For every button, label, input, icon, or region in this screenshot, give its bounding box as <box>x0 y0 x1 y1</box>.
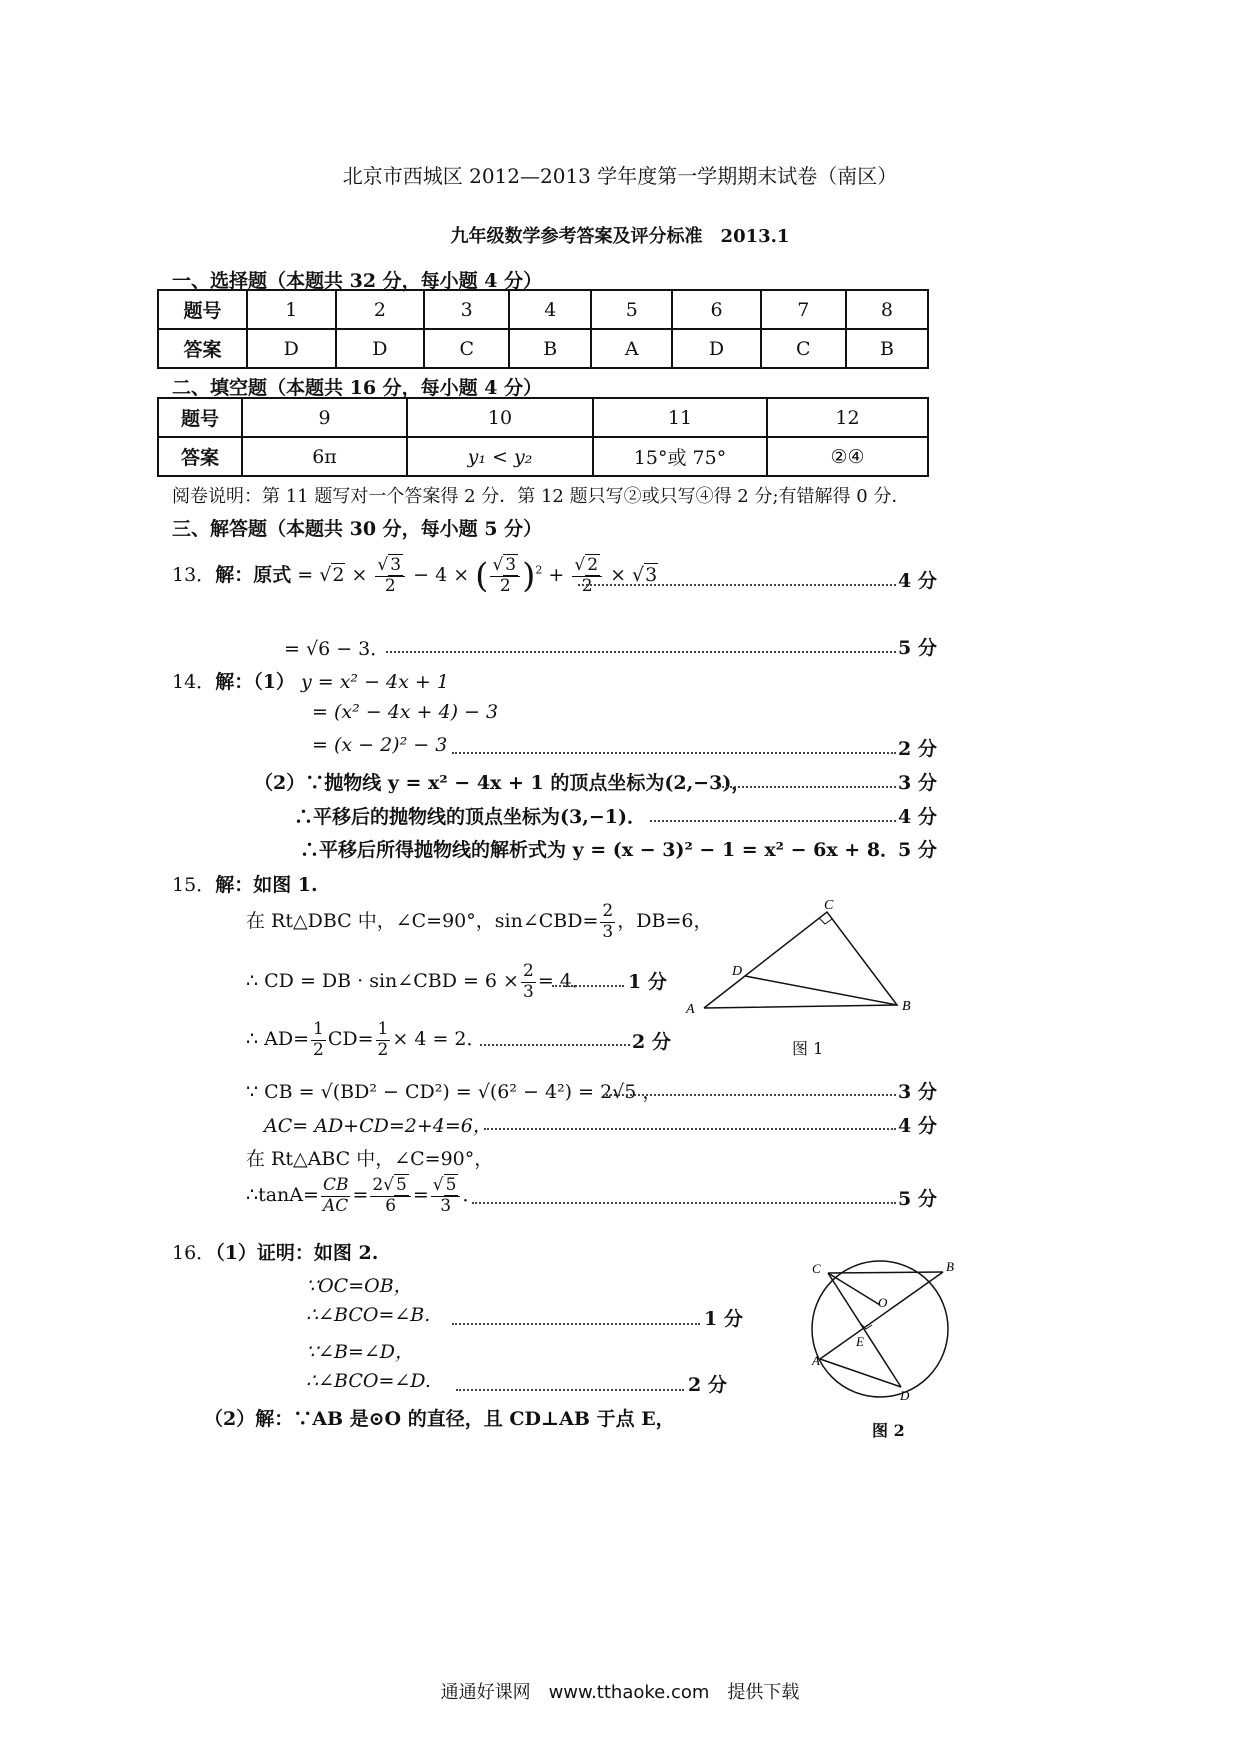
q14-line5: ∴平移后的抛物线的顶点坐标为(3,−1)． <box>294 806 646 828</box>
label-C: C <box>824 898 834 913</box>
dotted-leader <box>650 820 896 822</box>
q16-line1: ∵OC=OB， <box>306 1275 413 1297</box>
page-subtitle: 九年级数学参考答案及评分标准 2013.1 <box>450 226 790 247</box>
q15-lead: 解：如图 1. <box>215 874 318 896</box>
dotted-leader <box>484 1128 896 1130</box>
dotted-leader <box>452 752 896 754</box>
choice-answer-table <box>157 289 929 369</box>
q14-line3: = (x − 2)² − 3 <box>312 734 448 756</box>
label-A: A <box>686 1002 695 1017</box>
q15-line0 <box>172 870 318 897</box>
page-title: 北京市西城区 2012—2013 学年度第一学期期末试卷（南区） <box>342 164 898 188</box>
table-cell: 6 <box>672 290 761 329</box>
row-label-q: 题号 <box>158 290 247 329</box>
q15-text: = <box>352 1184 369 1207</box>
dotted-leader <box>386 651 896 653</box>
score-mark: 2 分 <box>898 738 937 760</box>
label-B: B <box>946 1259 954 1274</box>
table-cell: 2 <box>336 290 425 329</box>
table-cell: D <box>336 329 425 368</box>
score-mark: 5 分 <box>898 1188 937 1210</box>
q14-expr: y = x² − 4x + 1 <box>300 671 449 693</box>
q15-text: ． <box>462 1184 482 1207</box>
q16-line2: ∴∠BCO=∠B. <box>306 1304 431 1326</box>
label-A: A <box>812 1353 820 1368</box>
label-D: D <box>900 1388 910 1403</box>
question-number: 14． <box>172 671 216 693</box>
figure-2-caption: 图 2 <box>872 1421 905 1440</box>
q15-line7 <box>246 1176 481 1216</box>
q15-text: ∴tanA= <box>246 1184 319 1207</box>
section3-heading: 三、解答题（本题共 30 分，每小题 5 分） <box>172 518 543 540</box>
grading-note: 阅卷说明：第 11 题写对一个答案得 2 分．第 12 题只写②或只写④得 2 分;有错解得 0 分． <box>172 486 910 507</box>
row-label-q: 题号 <box>158 398 242 437</box>
fraction: $\frac{2√ 5}{6}$ <box>370 1176 410 1216</box>
table-cell: 12 <box>767 398 928 437</box>
fill-answer-table <box>157 397 929 477</box>
dotted-leader <box>480 1044 630 1046</box>
table-cell: ②④ <box>767 437 928 476</box>
fraction: $\frac{2}{3}$ <box>602 901 614 942</box>
table-row <box>158 398 928 437</box>
dotted-leader <box>452 1323 700 1325</box>
table-cell: 10 <box>407 398 593 437</box>
q15-text: CD= <box>327 1028 374 1051</box>
q16-line0 <box>172 1238 378 1265</box>
q15-line5: AC= AD+CD=2+4=6， <box>264 1115 492 1137</box>
score-mark: 1 分 <box>628 971 667 993</box>
section1-heading: 一、选择题（本题共 32 分，每小题 4 分） <box>172 270 543 292</box>
q15-text: ∴ AD= <box>246 1028 310 1051</box>
fraction: $\frac{√ 3}{2}$ <box>375 556 405 596</box>
q16-line3: ∵∠B=∠D， <box>306 1341 415 1363</box>
score-mark: 3 分 <box>898 1081 937 1103</box>
section2-heading: 二、填空题（本题共 16 分，每小题 4 分） <box>172 377 543 399</box>
dotted-leader <box>578 584 896 586</box>
question-number: 16． <box>172 1242 216 1264</box>
table-cell: y₁ < y₂ <box>407 437 593 476</box>
table-row <box>158 290 928 329</box>
table-cell: B <box>846 329 928 368</box>
q15-text: = <box>412 1184 429 1207</box>
score-mark: 4 分 <box>898 806 937 828</box>
question-number: 13． <box>172 564 216 587</box>
table-cell: D <box>672 329 761 368</box>
table-cell: 7 <box>761 290 846 329</box>
fraction: $\frac{1}{2}$ <box>313 1019 324 1060</box>
table-cell: A <box>591 329 672 368</box>
label-D: D <box>732 964 743 979</box>
q15-line4: ∵ CB = √(BD² − CD²) = √(6² − 4²) = 2√5 ， <box>246 1081 662 1103</box>
fraction: $\frac{√ 5}{3}$ <box>431 1176 461 1216</box>
q15-line6: 在 Rt△ABC 中，∠C=90°， <box>246 1148 494 1170</box>
figure-2-circle <box>800 1255 970 1405</box>
score-mark: 3 分 <box>898 772 937 794</box>
dotted-leader <box>718 786 896 788</box>
table-cell: 6π <box>242 437 407 476</box>
q15-line3 <box>246 1020 486 1060</box>
label-E: E <box>856 1334 864 1349</box>
q14-line4: （2）∵抛物线 y = x² − 4x + 1 的顶点坐标为(2,−3)， <box>254 772 751 794</box>
q15-text: × 4 = 2． <box>392 1028 486 1051</box>
table-cell: D <box>247 329 336 368</box>
q13-lead: 解：原式 <box>215 564 292 587</box>
table-cell: 4 <box>509 290 591 329</box>
table-cell: 8 <box>846 290 928 329</box>
table-cell: 3 <box>424 290 509 329</box>
q15-line2 <box>246 962 591 1002</box>
figure-1-triangle <box>680 895 920 1025</box>
table-cell: 11 <box>593 398 767 437</box>
score-mark: 2 分 <box>632 1031 671 1053</box>
q15-text: ∴ CD = DB · sin∠CBD = 6 × <box>246 970 519 993</box>
q13-line2: = √6 − 3． <box>284 638 390 660</box>
table-cell: 15°或 75° <box>593 437 767 476</box>
dotted-leader <box>606 1094 896 1096</box>
table-row <box>158 437 928 476</box>
fraction: $\frac{1}{2}$ <box>377 1019 389 1060</box>
table-cell: 5 <box>591 290 672 329</box>
q14-line2: = (x² − 4x + 4) − 3 <box>312 701 499 723</box>
q15-text: 在 Rt△DBC 中，∠C=90°，sin∠CBD= <box>246 910 599 933</box>
label-O: O <box>878 1295 888 1310</box>
table-cell: C <box>424 329 509 368</box>
table-row <box>158 329 928 368</box>
q14-line6: ∴平移后所得抛物线的解析式为 y = (x − 3)² − 1 = x² − 6x + 8． <box>300 839 900 861</box>
table-cell: B <box>509 329 591 368</box>
q15-text: ，DB=6， <box>617 910 713 933</box>
q14-line1 <box>172 667 449 694</box>
score-mark: 5 分 <box>898 637 937 659</box>
dotted-leader <box>472 1202 896 1204</box>
label-C: C <box>812 1261 821 1276</box>
row-label-a: 答案 <box>158 437 242 476</box>
footer-credit: 通通好课网 www.tthaoke.com 提供下载 <box>440 1682 800 1703</box>
q15-line1 <box>246 902 712 942</box>
fraction: $\frac{√ 2}{2}$ <box>572 556 602 596</box>
q13-line1: 13．解：原式 = √2 × $\frac{√ 3}{2}$ − 4 × ( $\frac{√ 3}{2}$ )$^2$ + $\frac{√ 2}{2}$ × √3 <box>172 555 658 597</box>
fraction: $\frac{2}{3}$ <box>522 961 534 1002</box>
fraction: $\frac{√ 3}{2}$ <box>490 556 520 596</box>
dotted-leader <box>456 1389 684 1391</box>
figure-1-caption: 图 1 <box>792 1039 824 1058</box>
q16-lead: （1）证明：如图 2. <box>215 1242 379 1264</box>
question-number: 15． <box>172 874 216 896</box>
score-mark: 2 分 <box>688 1374 727 1396</box>
dotted-leader <box>552 985 624 987</box>
q16-line4: ∴∠BCO=∠D. <box>306 1370 431 1392</box>
score-mark: 4 分 <box>898 570 937 592</box>
q16-line5: （2）解：∵AB 是⊙O 的直径，且 CD⊥AB 于点 E， <box>204 1408 675 1430</box>
score-mark: 1 分 <box>704 1308 743 1330</box>
q14-lead: 解：（1） <box>215 671 295 693</box>
q15-text: = 4． <box>537 970 591 993</box>
table-cell: 9 <box>242 398 407 437</box>
table-cell: C <box>761 329 846 368</box>
fraction: $\frac{CB}{AC}$ <box>322 1175 349 1216</box>
label-B: B <box>902 999 911 1014</box>
score-mark: 4 分 <box>898 1115 937 1137</box>
score-mark: 5 分 <box>898 839 937 861</box>
row-label-a: 答案 <box>158 329 247 368</box>
table-cell: 1 <box>247 290 336 329</box>
